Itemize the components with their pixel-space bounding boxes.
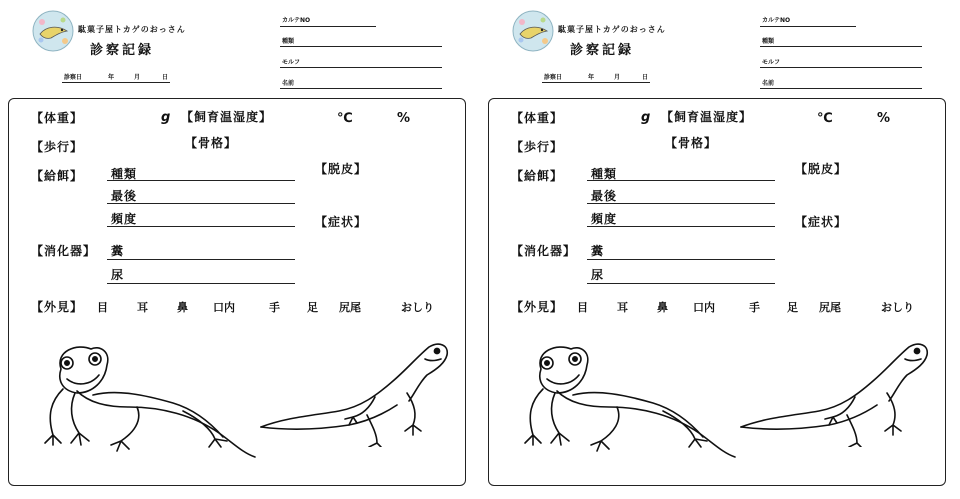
morph-field[interactable] — [760, 67, 922, 68]
document-title: 診察記録 — [90, 43, 155, 58]
feed-freq-field[interactable] — [587, 226, 775, 227]
species-field[interactable] — [760, 46, 922, 47]
symptoms-label: 【症状】 — [795, 215, 848, 229]
appearance-eyes: 目 — [577, 301, 588, 314]
skeleton-label: 【骨格】 — [665, 136, 718, 150]
weight-unit: g — [641, 110, 651, 125]
gecko-front-view-icon — [33, 341, 263, 459]
appearance-bottom: おしり — [401, 301, 434, 314]
appearance-label: 【外見】 — [31, 300, 84, 314]
exam-date-label: 診察日 — [64, 74, 83, 81]
exam-date-label: 診察日 — [544, 74, 563, 81]
month-label: 月 — [614, 74, 621, 81]
temp-humidity-label: 【飼育温湿度】 — [661, 110, 753, 124]
feeding-label: 【給餌】 — [511, 169, 564, 183]
appearance-feet: 足 — [307, 301, 318, 314]
appearance-ears: 耳 — [137, 301, 148, 314]
celsius-unit: ℃ — [817, 111, 833, 126]
gecko-side-view-icon — [737, 335, 937, 447]
shop-logo-icon — [32, 10, 74, 52]
weight-label: 【体重】 — [511, 111, 564, 125]
karte-no-label: カルテNO — [282, 17, 311, 24]
weight-label: 【体重】 — [31, 111, 84, 125]
species-label: 種類 — [762, 38, 775, 45]
feed-type-label: 種類 — [111, 167, 138, 181]
urine-field[interactable] — [587, 283, 775, 284]
appearance-label: 【外見】 — [511, 300, 564, 314]
record-sheet-right — [480, 0, 960, 499]
document-title: 診察記録 — [570, 43, 635, 58]
appearance-bottom: おしり — [881, 301, 914, 314]
appearance-hands: 手 — [269, 301, 280, 314]
feces-label: 糞 — [591, 244, 605, 258]
feed-last-label: 最後 — [111, 189, 138, 203]
feed-last-field[interactable] — [587, 203, 775, 204]
appearance-mouth: 口内 — [693, 301, 715, 314]
month-label: 月 — [134, 74, 141, 81]
year-label: 年 — [588, 74, 595, 81]
feed-freq-label: 頻度 — [111, 212, 138, 226]
record-body — [8, 98, 466, 486]
feed-type-field[interactable] — [587, 180, 775, 181]
gait-label: 【歩行】 — [511, 140, 564, 154]
appearance-ears: 耳 — [617, 301, 628, 314]
feces-field[interactable] — [587, 259, 775, 260]
shedding-label: 【脱皮】 — [315, 162, 368, 176]
appearance-mouth: 口内 — [213, 301, 235, 314]
skeleton-label: 【骨格】 — [185, 136, 238, 150]
appearance-feet: 足 — [787, 301, 798, 314]
feed-type-label: 種類 — [591, 167, 618, 181]
morph-label: モルフ — [282, 59, 301, 66]
karte-no-field[interactable] — [760, 26, 856, 27]
feed-freq-field[interactable] — [107, 226, 295, 227]
urine-label: 尿 — [111, 268, 125, 282]
karte-no-field[interactable] — [280, 26, 376, 27]
gait-label: 【歩行】 — [31, 140, 84, 154]
feed-last-field[interactable] — [107, 203, 295, 204]
feed-last-label: 最後 — [591, 189, 618, 203]
feces-label: 糞 — [111, 244, 125, 258]
digestive-label: 【消化器】 — [31, 244, 97, 258]
percent-unit: % — [877, 111, 891, 126]
gecko-front-view-icon — [513, 341, 743, 459]
name-label: 名前 — [282, 80, 295, 87]
feed-freq-label: 頻度 — [591, 212, 618, 226]
record-body — [488, 98, 946, 486]
temp-humidity-label: 【飼育温湿度】 — [181, 110, 273, 124]
shedding-label: 【脱皮】 — [795, 162, 848, 176]
name-field[interactable] — [760, 88, 922, 89]
appearance-tail: 尻尾 — [339, 301, 361, 314]
digestive-label: 【消化器】 — [511, 244, 577, 258]
exam-date-row[interactable] — [542, 70, 650, 83]
morph-label: モルフ — [762, 59, 781, 66]
gecko-side-view-icon — [257, 335, 457, 447]
appearance-eyes: 目 — [97, 301, 108, 314]
name-field[interactable] — [280, 88, 442, 89]
appearance-nose: 鼻 — [177, 301, 188, 314]
morph-field[interactable] — [280, 67, 442, 68]
day-label: 日 — [162, 74, 169, 81]
name-label: 名前 — [762, 80, 775, 87]
day-label: 日 — [642, 74, 649, 81]
feeding-label: 【給餌】 — [31, 169, 84, 183]
feces-field[interactable] — [107, 259, 295, 260]
urine-label: 尿 — [591, 268, 605, 282]
symptoms-label: 【症状】 — [315, 215, 368, 229]
percent-unit: % — [397, 111, 411, 126]
year-label: 年 — [108, 74, 115, 81]
celsius-unit: ℃ — [337, 111, 353, 126]
shop-name: 駄菓子屋トカゲのおっさん — [78, 25, 186, 34]
feed-type-field[interactable] — [107, 180, 295, 181]
species-field[interactable] — [280, 46, 442, 47]
species-label: 種類 — [282, 38, 295, 45]
shop-logo-icon — [512, 10, 554, 52]
karte-no-label: カルテNO — [762, 17, 791, 24]
urine-field[interactable] — [107, 283, 295, 284]
appearance-hands: 手 — [749, 301, 760, 314]
appearance-tail: 尻尾 — [819, 301, 841, 314]
appearance-nose: 鼻 — [657, 301, 668, 314]
shop-name: 駄菓子屋トカゲのおっさん — [558, 25, 666, 34]
weight-unit: g — [161, 110, 171, 125]
exam-date-row[interactable] — [62, 70, 170, 83]
